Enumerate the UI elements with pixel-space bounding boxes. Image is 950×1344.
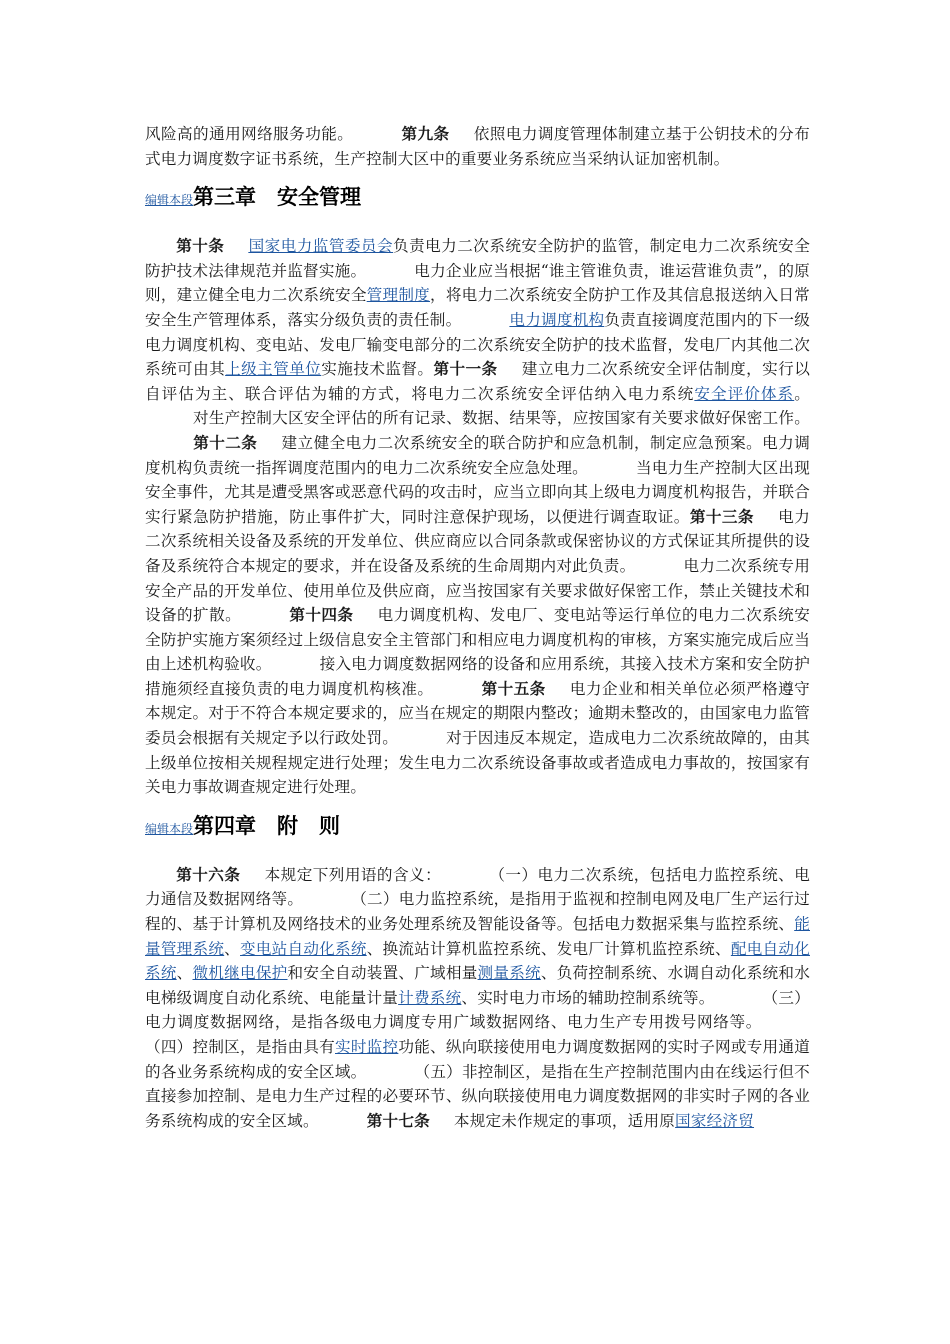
article-text: 建立健全电力二次系统安全的联合防护和应急机制，制定应急预案。电力调度机构负责统一指挥调度范围内的电力二次系统安全应急处理。 — [145, 433, 810, 477]
link-management-system[interactable]: 管理制度 — [366, 286, 431, 305]
article-text: 电力二次系统专用安全产品的开发单位、使用单位及供应商，应当按国家有关要求做好保密工作，禁止关键技术和设备的扩散。 — [145, 556, 810, 625]
article-text: 电力企业和相关单位必须严格遵守本规定。对于不符合本规定要求的，应当在规定的期限内整改；逾期未整改的，由国家电力监管委员会根据有关规定予以行政处罚。 — [145, 679, 810, 748]
link-superior-unit[interactable]: 上级主管单位 — [225, 360, 322, 379]
separator: 、 — [176, 964, 193, 983]
document-page — [145, 122, 810, 1133]
link-relay-protection[interactable]: 微机继电保护 — [192, 964, 288, 983]
article-16-title: 第十六条 — [176, 864, 241, 884]
article-text: （四）控制区，是指由具有 — [145, 1038, 336, 1056]
intro-paragraph — [145, 122, 810, 171]
article-text: 电力二次系统相关设备及系统的开发单位、供应商应以合同条款或保密协议的方式保证其所提供的设备及系统符合本规定的要求，并在设备及系统的生命周期内对此负责。 — [145, 507, 810, 575]
article-text: 和安全自动装置、广域相量 — [287, 964, 478, 983]
article-text: 对于因违反本规定，造成电力二次系统故障的，由其上级单位按相关规程规定进行处理；发生电力二次系统设备事故或者造成电力事故的，按国家有关电力事故调查规定进行处理。 — [145, 729, 810, 797]
edit-section-link[interactable]: 编辑本段 — [145, 821, 194, 836]
article-text: （五）非控制区，是指在生产控制范围内由在线运行但不直接参加控制、是电力生产过程的必要环节、纵向联接使用电力调度数据网的非实时子网的各业务系统构成的安全区域。 — [145, 1062, 810, 1130]
link-state-economic[interactable]: 国家经济贸 — [675, 1111, 755, 1130]
article-13-title: 第十三条 — [689, 506, 754, 526]
article-text: 接入电力调度数据网络的设备和应用系统，其接入技术方案和安全防护措施须经直接负责的电力调度机构核准。 — [145, 655, 810, 698]
edit-section-link[interactable]: 编辑本段 — [145, 193, 194, 208]
link-distribution-automation[interactable]: 配电自动化系统 — [145, 939, 810, 983]
article-text: 负责电力二次系统安全防护的监管，制定电力二次系统安全防护技术法律规范并监督实施。 — [145, 237, 811, 280]
link-dispatch-agency[interactable]: 电力调度机构 — [509, 310, 605, 329]
article-9-title: 第九条 — [401, 124, 450, 143]
link-realtime-monitoring[interactable]: 实时监控 — [335, 1038, 399, 1056]
article-text: 实施技术监督。 — [321, 360, 434, 379]
link-billing-system[interactable]: 计费系统 — [398, 988, 462, 1007]
article-14-title: 第十四条 — [289, 605, 354, 625]
article-text: 、负荷控制系统、水调自动化系统和水电梯级调度自动化系统、电能量计量 — [145, 964, 811, 1007]
article-17-title: 第十七条 — [366, 1110, 430, 1130]
article-text: （一）电力二次系统，包括电力监控系统、电力通信及数据网络等。 — [145, 865, 810, 909]
article-text: （二）电力监控系统，是指用于监视和控制电网及电厂生产运行过程的、基于计算机及网络技术的业务处理系统及智能设备等。包括电力数据采集与监控系统、 — [145, 890, 810, 934]
article-text: 当电力生产控制大区出现安全事件，尤其是遭受黑客或恶意代码的攻击时，应当立即向其上级电力调度机构报告，并联合实行紧急防护措施，防止事件扩大，同时注意保护现场，以便进行调查取证。 — [145, 458, 810, 526]
article-text: 本规定下列用语的含义： — [264, 865, 442, 884]
link-ems[interactable]: 能量管理系统 — [145, 915, 810, 958]
separator: 、 — [224, 939, 241, 958]
intro-text: 风险高的通用网络服务功能。 — [145, 125, 354, 143]
chapter-3-body — [145, 234, 810, 800]
link-serc[interactable]: 国家电力监管委员会 — [248, 237, 394, 256]
article-12-title: 第十二条 — [193, 432, 258, 452]
article-text: 。 — [794, 384, 811, 403]
chapter-3-heading — [145, 177, 810, 220]
article-15-title: 第十五条 — [481, 678, 546, 698]
article-text: 、实时电力市场的辅助控制系统等。 — [461, 988, 715, 1007]
link-safety-evaluation[interactable]: 安全评价体系 — [694, 384, 795, 403]
link-measurement-system[interactable]: 测量系统 — [477, 964, 541, 983]
chapter-4-title: 第四章 附 则 — [193, 812, 341, 838]
link-substation-automation[interactable]: 变电站自动化系统 — [240, 939, 367, 958]
article-10-title: 第十条 — [176, 236, 225, 256]
article-text: ，将电力二次系统安全防护工作及其信息报送纳入日常安全生产管理体系，落实分级负责的责任制。 — [145, 286, 810, 329]
article-text: 本规定未作规定的事项，适用原 — [453, 1111, 676, 1130]
article-text: 对生产控制大区安全评估的所有记录、数据、结果等，应按国家有关要求做好保密工作。 — [193, 409, 810, 428]
article-text: 电力调度机构、发电厂、变电站等运行单位的电力二次系统安全防护实施方案须经过上级信息安全主管部门和相应电力调度机构的审核，方案实施完成后应当由上述机构验收。 — [145, 606, 810, 674]
article-text: 功能、纵向联接使用电力调度数据网的实时子网或专用通道的各业务系统构成的安全区域。 — [145, 1038, 810, 1081]
article-9-text: 依照电力调度管理体制建立基于公钥技术的分布式电力调度数字证书系统，生产控制大区中的重要业务系统应当采纳认证加密机制。 — [145, 125, 810, 168]
article-text: 建立电力二次系统安全评估制度，实行以自评估为主、联合评估为辅的方式，将电力二次系统安全评估纳入电力系统 — [145, 360, 810, 403]
article-text: 电力企业应当根据“谁主管谁负责，谁运营谁负责”，的原则，建立健全电力二次系统安全 — [145, 261, 810, 305]
article-text: （三）电力调度数据网络，是指各级电力调度专用广域数据网络、电力生产专用拨号网络等。 — [145, 988, 810, 1032]
chapter-4-heading — [145, 806, 810, 849]
article-11-title: 第十一条 — [433, 359, 498, 379]
article-text: 、换流站计算机监控系统、发电厂计算机监控系统、 — [366, 939, 731, 958]
chapter-4-body — [145, 863, 810, 1134]
chapter-3-title: 第三章 安全管理 — [193, 184, 362, 210]
article-text: 负责直接调度范围内的下一级电力调度机构、变电站、发电厂输变电部分的二次系统安全防护的技术监督，发电厂内其他二次系统可由其 — [145, 310, 810, 379]
